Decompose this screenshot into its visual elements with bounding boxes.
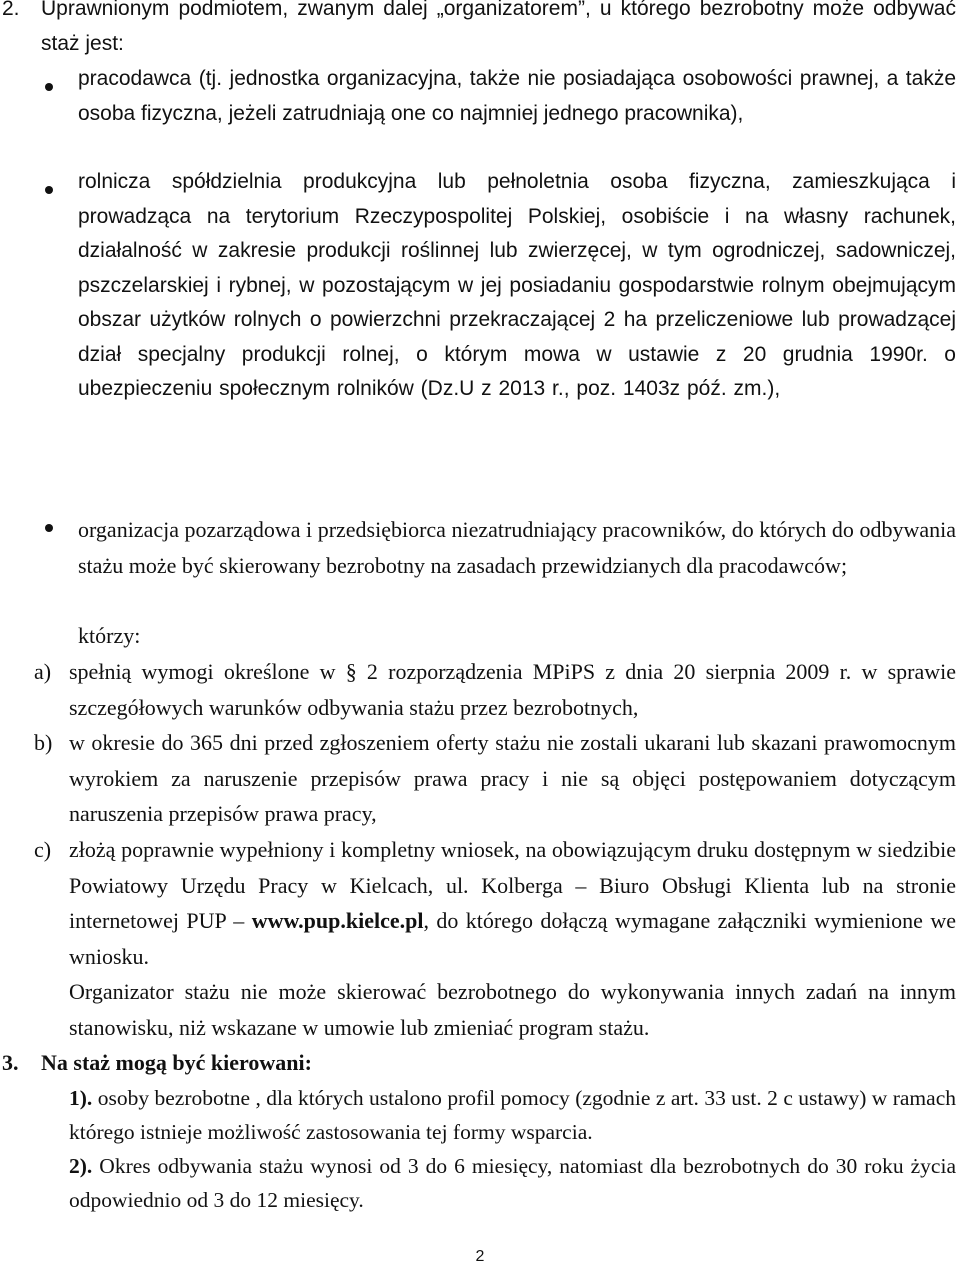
item-a-text: spełnią wymogi określone w § 2 rozporządzenia MPiPS z dnia 20 sierpnia 2009 r. w sprawie szczegółowych warunków odbywania stażu przez bezrobotnych,	[69, 659, 956, 720]
who-label: którzy:	[78, 623, 141, 648]
section-2-number: 2.	[2, 0, 20, 20]
point-2-number: 2).	[69, 1154, 93, 1178]
section-3-point-1	[69, 1081, 956, 1149]
section-3-heading: Na staż mogą być kierowani:	[41, 1050, 312, 1075]
item-c-marker: c)	[34, 837, 52, 862]
bullet-agricultural-cooperative: rolnicza spółdzielnia produkcyjna lub pełnoletnia osoba fizyczna, zamieszkująca i prowadząca na terytorium Rzeczypospolitej Polskiej, osobiście i na własny rachunek, działalność w zakresie produkcji roślinnej lub zwierzęcej, w tym ogrodniczej, sadowniczej, pszczelarskiej i rybnej, w pozostającym w jej posiadaniu gospodarstwie rolnym obejmującym obszar użytków rolnych o powierzchni przekraczającej 2 ha przeliczeniowe lub prowadzącej dział specjalny produkcji rolnej, o którym mowa w ustawie z 20 grudnia 1990r. o ubezpieczeniu społecznym rolników (Dz.U z 2013 r., poz. 1403z póź. zm.),	[78, 170, 956, 400]
bullet-dot	[45, 83, 53, 91]
item-c-text-after: , do którego dołączą wymagane załączniki wymienione we wniosku.	[69, 908, 957, 969]
item-c-text	[69, 832, 956, 974]
closing-note: Organizator stażu nie może skierować bezrobotnego do wykonywania innych zadań na innym stanowisku, niż wskazane w umowie lub zmieniać program stażu.	[69, 979, 956, 1040]
item-b-marker: b)	[34, 730, 53, 755]
bullet-ngo-entrepreneur: organizacja pozarządowa i przedsiębiorca niezatrudniający pracowników, do których do odbywania stażu może być skierowany bezrobotny na zasadach przewidzianych dla pracodawców;	[78, 517, 956, 578]
section-3-number: 3.	[2, 1050, 19, 1075]
bullet-dot	[45, 524, 53, 532]
point-1-text: osoby bezrobotne , dla których ustalono profil pomocy (zgodnie z art. 33 ust. 2 c ustawy) w ramach którego istnieje możliwość zastosowania tej formy wsparcia.	[69, 1086, 956, 1144]
item-c-text-before: złożą poprawnie wypełniony i kompletny wniosek, na obowiązującym druku dostępnym w siedzibie Powiatowy Urzędu Pracy w Kielcach, ul. Kolberga – Biuro Obsługi Klienta lub na stronie internetowej PUP –	[69, 837, 956, 933]
point-2-text: Okres odbywania stażu wynosi od 3 do 6 miesięcy, natomiast dla bezrobotnych do 30 roku życia odpowiednio od 3 do 12 miesięcy.	[69, 1154, 956, 1212]
point-1-number: 1).	[69, 1086, 93, 1110]
section-2-intro: Uprawnionym podmiotem, zwanym dalej „organizatorem”, u którego bezrobotny może odbywać staż jest:	[41, 0, 956, 55]
item-a-marker: a)	[34, 659, 52, 684]
section-3-point-2	[69, 1149, 956, 1217]
bullet-employer: pracodawca (tj. jednostka organizacyjna, także nie posiadająca osobowości prawnej, a także osoba fizyczna, jeżeli zatrudniają one co najmniej jednego pracownika),	[78, 67, 956, 125]
page-number: 2	[475, 1248, 485, 1265]
item-b-text: w okresie do 365 dni przed zgłoszeniem oferty stażu nie zostali ukarani lub skazani prawomocnym wyrokiem za naruszenie przepisów prawa pracy i nie są objęci postępowaniem dotyczącym naruszenia przepisów prawa pracy,	[69, 730, 956, 826]
bullet-dot	[45, 186, 53, 194]
pup-website-link[interactable]: www.pup.kielce.pl	[251, 908, 424, 933]
